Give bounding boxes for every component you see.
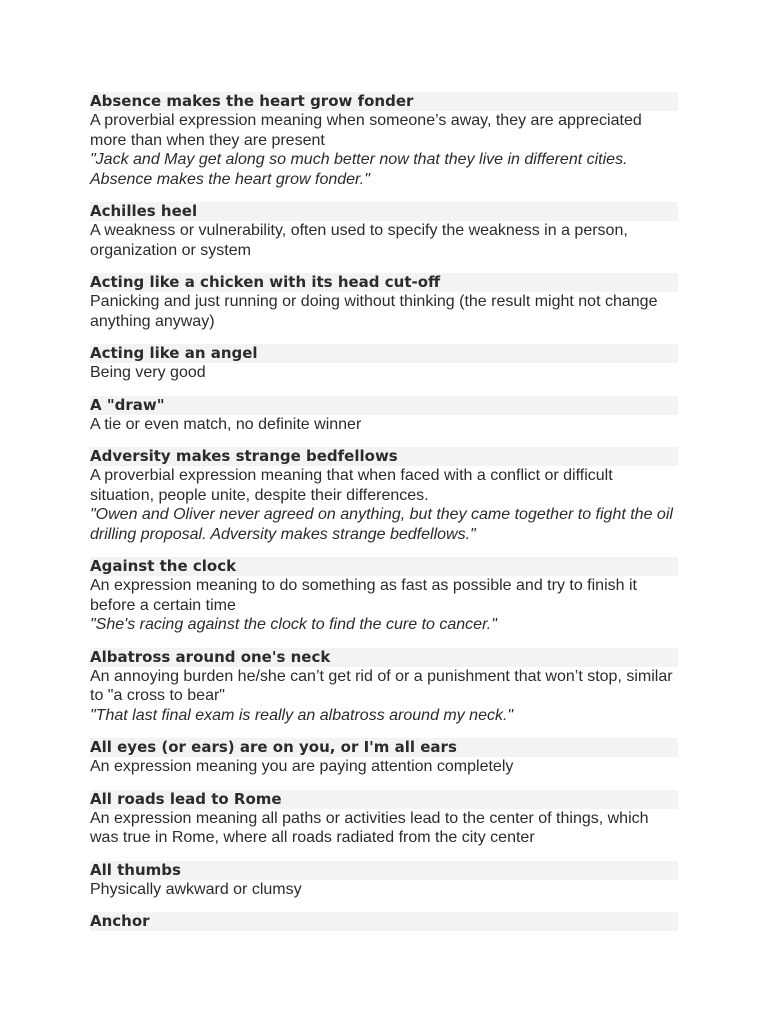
idiom-term: Acting like an angel (90, 344, 678, 363)
idiom-definition: An expression meaning all paths or activities lead to the center of things, which was true in Rome, where all roads radiated from the city center (90, 809, 649, 846)
idiom-definition: An expression meaning you are paying attention completely (90, 758, 514, 775)
idiom-entry (90, 202, 678, 260)
idiom-term: Adversity makes strange bedfellows (90, 447, 678, 466)
idiom-definition: Physically awkward or clumsy (90, 880, 302, 898)
idiom-definition: A proverbial expression meaning when someone’s away, they are appreciated more than when they are present (90, 112, 642, 149)
idiom-list (90, 92, 678, 944)
idiom-example: "She's racing against the clock to find the cure to cancer." (90, 616, 497, 633)
idiom-definition: A tie or even match, no definite winner (90, 415, 362, 433)
idiom-example: "That last final exam is really an albatross around my neck." (90, 706, 514, 724)
idiom-term: Against the clock (90, 557, 678, 576)
idiom-entry (90, 738, 678, 777)
idiom-entry (90, 273, 678, 331)
idiom-entry (90, 447, 678, 544)
idiom-term: Anchor (90, 912, 678, 931)
idiom-term: Acting like a chicken with its head cut-off (90, 273, 678, 292)
idiom-entry (90, 861, 678, 900)
idiom-definition: An annoying burden he/she can’t get rid of or a punishment that won’t stop, similar to "a cross to bear" (90, 667, 673, 704)
idiom-entry (90, 396, 678, 435)
idiom-definition: Being very good (90, 364, 206, 381)
idiom-example: "Jack and May get along so much better now that they live in different cities. Absence makes the heart grow fonder." (90, 151, 628, 188)
idiom-definition: Panicking and just running or doing without thinking (the result might not change anything anyway) (90, 293, 658, 330)
idiom-term: Achilles heel (90, 202, 678, 221)
idiom-entry (90, 344, 678, 383)
idiom-entry (90, 557, 678, 635)
idiom-definition: An expression meaning to do something as fast as possible and try to finish it before a certain time (90, 577, 637, 614)
idiom-term: Absence makes the heart grow fonder (90, 92, 678, 111)
idiom-definition: A proverbial expression meaning that when faced with a conflict or difficult situation, people unite, despite their differences. (90, 467, 613, 504)
idiom-term: Albatross around one's neck (90, 648, 678, 667)
idiom-term: All eyes (or ears) are on you, or I'm all ears (90, 738, 678, 757)
idiom-example: "Owen and Oliver never agreed on anything, but they came together to fight the oil drilling proposal. Adversity makes strange bedfellows." (90, 506, 673, 543)
idiom-term: All thumbs (90, 861, 678, 880)
idiom-entry (90, 92, 678, 189)
idiom-entry (90, 912, 678, 931)
idiom-entry (90, 790, 678, 848)
idiom-entry (90, 648, 678, 726)
idiom-definition: A weakness or vulnerability, often used to specify the weakness in a person, organization or system (90, 222, 628, 259)
idiom-term: A "draw" (90, 396, 678, 415)
idiom-term: All roads lead to Rome (90, 790, 678, 809)
